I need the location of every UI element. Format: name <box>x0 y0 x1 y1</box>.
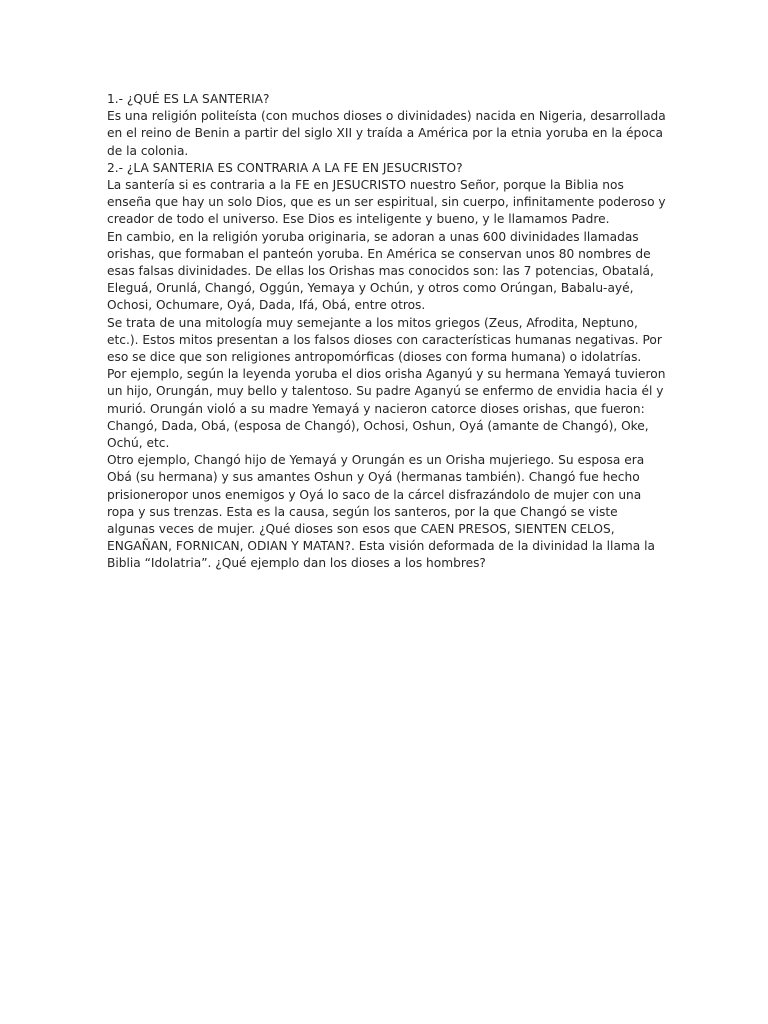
question-2-heading: 2.- ¿LA SANTERIA ES CONTRARIA A LA FE EN JESUCRISTO? <box>107 160 463 175</box>
mythology-paragraph: Se trata de una mitología muy semejante a los mitos griegos (Zeus, Afrodita, Neptuno, etc.). Estos mitos presentan a los falsos dioses con características humanas negativas. Por eso se dice que son religiones antropomórficas (dioses con forma humana) o idolatrías. <box>107 315 662 365</box>
example-2-paragraph: Otro ejemplo, Changó hijo de Yemayá y Orungán es un Orisha mujeriego. Su esposa era Obá (su hermana) y sus amantes Oshun y Oyá (hermanas también). Changó fue hecho prisioneropor unos enemigos y Oyá lo saco de la cárcel disfrazándolo de mujer con una ropa y sus trenzas. Esta es la causa, según los santeros, por la que Changó se viste algunas veces de mujer. ¿Qué dioses son esos que CAEN PRESOS, SIENTEN CELOS, ENGAÑAN, FORNICAN, ODIAN Y MATAN?. Esta visión deformada de la divinidad la llama la Biblia “Idolatria”. ¿Qué ejemplo dan los dioses a los hombres? <box>107 453 655 571</box>
orishas-paragraph: En cambio, en la religión yoruba originaria, se adoran a unas 600 divinidades llamadas orishas, que formaban el panteón yoruba. En América se conservan unos 80 nombres de esas falsas divinidades. De ellas los Orishas mas conocidos son: las 7 potencias, Obatalá, Eleguá, Orunlá, Changó, Oggún, Yemaya y Ochún, y otros como Orúngan, Babalu-ayé, Ochosi, Ochumare, Oyá, Dada, Ifá, Obá, entre otros. <box>107 229 654 313</box>
question-1-heading: 1.- ¿QUÉ ES LA SANTERIA? <box>107 92 270 106</box>
document-page <box>107 91 667 573</box>
answer-1-paragraph: Es una religión politeísta (con muchos dioses o divinidades) nacida en Nigeria, desarrollada en el reino de Benin a partir del siglo XII y traída a América por la etnia yoruba en la época de la colonia. <box>107 109 666 158</box>
example-1-paragraph: Por ejemplo, según la leyenda yoruba el dios orisha Aganyú y su hermana Yemayá tuvieron un hijo, Orungán, muy bello y talentoso. Su padre Aganyú se enfermo de envidia hacia él y murió. Orungán violó a su madre Yemayá y nacieron catorce dioses orishas, que fueron: Changó, Dada, Obá, (esposa de Changó), Ochosi, Oshun, Oyá (amante de Changó), Oke, Ochú, etc. <box>107 367 666 451</box>
answer-2-paragraph: La santería si es contraria a la FE en JESUCRISTO nuestro Señor, porque la Biblia nos enseña que hay un solo Dios, que es un ser espiritual, sin cuerpo, infinitamente poderoso y creador de todo el universo. Ese Dios es inteligente y bueno, y le llamamos Padre. <box>107 178 666 227</box>
